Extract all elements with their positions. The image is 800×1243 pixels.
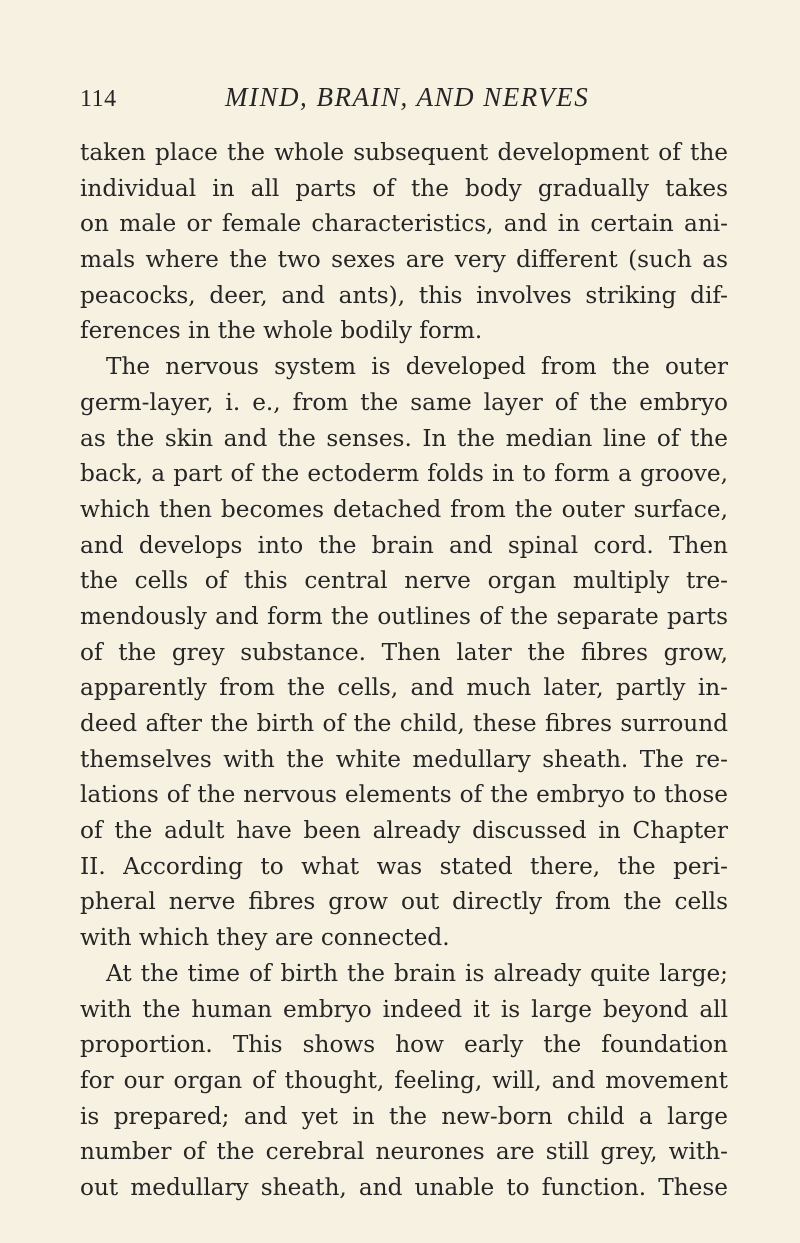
text-line: the cells of this central nerve organ multiply tre- — [80, 567, 728, 595]
text-line: peacocks, deer, and ants), this involves striking dif- — [80, 281, 728, 309]
text-line: The nervous system is developed from the outer — [106, 353, 728, 381]
text-line: back, a part of the ectoderm folds in to form a groove, — [80, 460, 728, 488]
text-line: apparently from the cells, and much later, partly in- — [80, 674, 728, 702]
page-number: 114 — [80, 86, 117, 112]
text-line: and develops into the brain and spinal cord. Then — [80, 531, 728, 559]
text-line: on male or female characteristics, and in certain ani- — [80, 210, 728, 238]
text-line: out medullary sheath, and unable to function. These — [80, 1173, 728, 1201]
text-line: number of the cerebral neurones are still grey, with- — [80, 1138, 728, 1166]
text-line: is prepared; and yet in the new-born child a large — [80, 1102, 728, 1130]
text-line: lations of the nervous elements of the embryo to those — [80, 781, 728, 809]
text-line: for our organ of thought, feeling, will, and movement — [80, 1066, 728, 1094]
text-line: with which they are connected. — [80, 924, 450, 952]
text-line: themselves with the white medullary sheath. The re- — [80, 745, 728, 773]
text-line: of the grey substance. Then later the fibres grow, — [80, 638, 728, 666]
text-line: with the human embryo indeed it is large beyond all — [80, 995, 728, 1023]
text-line: individual in all parts of the body gradually takes — [80, 174, 728, 202]
running-head: MIND, BRAIN, AND NERVES — [225, 82, 590, 112]
page-header — [80, 82, 740, 118]
text-line: At the time of birth the brain is already quite large; — [106, 959, 728, 987]
text-line: pheral nerve fibres grow out directly from the cells — [80, 888, 728, 916]
text-line: mals where the two sexes are very different (such as — [80, 246, 728, 274]
text-line: germ-layer, i. e., from the same layer of the embryo — [80, 388, 728, 416]
text-line: proportion. This shows how early the foundation — [80, 1031, 728, 1059]
text-line: of the adult have been already discussed in Chapter — [80, 817, 728, 845]
text-line: ferences in the whole bodily form. — [80, 317, 483, 345]
text-line: taken place the whole subsequent development of the — [80, 139, 728, 166]
text-line: which then becomes detached from the outer surface, — [80, 495, 728, 523]
text-line: deed after the birth of the child, these fibres surround — [80, 710, 728, 737]
text-line: mendously and form the outlines of the separate parts — [80, 602, 728, 630]
text-line: as the skin and the senses. In the median line of the — [80, 424, 728, 452]
text-line: II. According to what was stated there, the peri- — [80, 852, 728, 880]
body-text — [80, 135, 728, 1206]
